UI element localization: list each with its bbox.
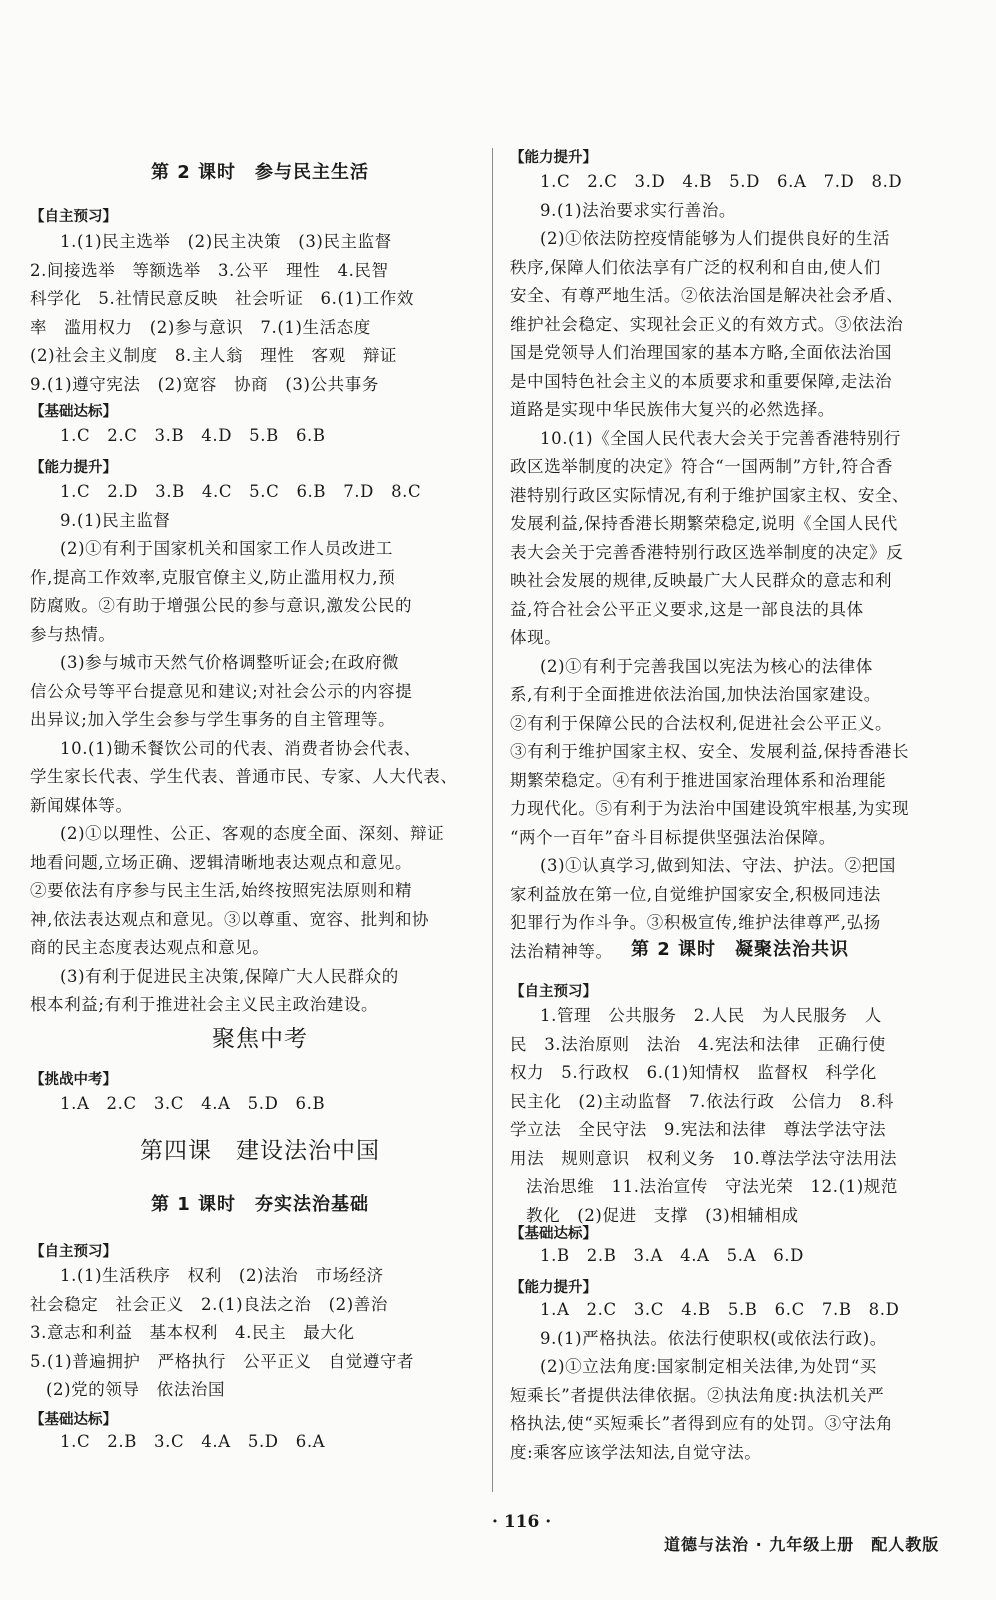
answer-line: 新闻媒体等。: [30, 795, 133, 815]
answer-line: 1.C 2.D 3.B 4.C 5.C 6.B 7.D 8.C: [60, 482, 422, 501]
answer-line: (3)参与城市天然气价格调整听证会;在政府微: [60, 653, 400, 672]
answer-line: 5.(1)普遍拥护 严格执行 公平正义 自觉遵守者: [30, 1351, 415, 1371]
answer-line: 秩序,保障人们依法享有广泛的权利和自由,使人们: [510, 257, 881, 277]
answer-line: (2)①以理性、公正、客观的态度全面、深刻、辩证: [60, 824, 445, 843]
answer-line: ②要依法有序参与民主生活,始终按照宪法原则和精: [30, 881, 413, 900]
answer-block: [30, 1090, 490, 1119]
answer-line: 社会稳定 社会正义 2.(1)良法之治 (2)善治: [30, 1294, 388, 1314]
answer-line: (2)①有利于国家机关和国家工作人员改进工: [60, 539, 393, 558]
answer-line: ②有利于保障公民的合法权利,促进社会公平正义。: [510, 713, 893, 733]
section-header: 【基础达标】: [30, 404, 117, 420]
answer-line: 1.管理 公共服务 2.人民 为人民服务 人: [540, 1006, 882, 1025]
answer-line: 学生家长代表、学生代表、普通市民、专家、人大代表、: [30, 767, 458, 786]
column-divider: [492, 148, 493, 1492]
section-header: 【基础达标】: [510, 1226, 597, 1242]
answer-line: 政区选举制度的决定》符合“一国两制”方针,符合香: [510, 457, 894, 476]
answer-line: 安全、有尊严地生活。②依法治国是解决社会矛盾、: [510, 286, 904, 305]
answer-line: (3)①认真学习,做到知法、守法、护法。②把国: [540, 856, 896, 875]
answer-line: 度:乘客应该学法知法,自觉守法。: [510, 1442, 762, 1462]
section-title: 聚焦中考: [212, 1026, 308, 1052]
answer-line: 10.(1)《全国人民代表大会关于完善香港特别行: [540, 428, 902, 448]
answer-block: [510, 1296, 970, 1467]
answer-line: (2)①依法防控疫情能够为人们提供良好的生活: [540, 229, 891, 248]
answer-line: 出异议;加入学生会参与学生事务的自主管理等。: [30, 710, 396, 729]
answer-line: 用法 规则意识 权利义务 10.尊法学法守法用法: [510, 1148, 898, 1168]
answer-line: 学立法 全民守法 9.宪法和法律 尊法学法守法: [510, 1120, 887, 1139]
answer-line: 1.(1)民主选举 (2)民主决策 (3)民主监督: [60, 232, 392, 251]
answer-line: 表大会关于完善香港特别行政区选举制度的决定》反: [510, 542, 904, 562]
answer-line: 科学化 5.社情民意反映 社会听证 6.(1)工作效: [30, 289, 414, 308]
answer-block: [30, 478, 490, 1020]
answer-line: 9.(1)遵守宪法 (2)宽容 协商 (3)公共事务: [30, 374, 379, 394]
answer-line: 1.A 2.C 3.C 4.B 5.B 6.C 7.B 8.D: [540, 1300, 900, 1319]
answer-line: 地看问题,立场正确、逻辑清晰地表达观点和意见。: [30, 852, 413, 872]
answer-block: [30, 1428, 490, 1457]
book-title: 道德与法治 · 九年级上册 配人教版: [664, 1535, 940, 1554]
answer-line: (3)有利于促进民主决策,保障广大人民群众的: [60, 966, 399, 986]
lesson-title: 第 1 课时 夯实法治基础: [150, 1194, 370, 1215]
answer-line: (2)社会主义制度 8.主人翁 理性 客观 辩证: [30, 346, 398, 365]
section-header: 【自主预习】: [30, 1244, 117, 1260]
answer-line: 益,符合社会公平正义要求,这是一部良法的具体: [510, 599, 864, 619]
answer-line: 信公众号等平台提意见和建议;对社会公示的内容提: [30, 681, 413, 701]
answer-line: 防腐败。②有助于增强公民的参与意识,激发公民的: [30, 596, 413, 615]
answer-line: 犯罪行为作斗争。③积极宣传,维护法律尊严,弘扬: [510, 913, 881, 932]
section-header: 【自主预习】: [30, 209, 117, 225]
answer-line: 1.C 2.B 3.C 4.A 5.D 6.A: [60, 1432, 326, 1451]
answer-line: 1.A 2.C 3.C 4.A 5.D 6.B: [60, 1094, 326, 1113]
answer-block: [30, 1262, 490, 1405]
answer-line: 发展利益,保持香港长期繁荣稳定,说明《全国人民代: [510, 514, 898, 533]
answer-line: 法治精神等。: [510, 941, 613, 961]
answer-line: 系,有利于全面推进依法治国,加快法治国家建设。: [510, 685, 881, 704]
answer-line: 力现代化。⑤有利于为法治中国建设筑牢根基,为实现: [510, 799, 910, 818]
section-header: 【能力提升】: [510, 150, 597, 166]
answer-line: 民主化 (2)主动监督 7.依法行政 公信力 8.科: [510, 1091, 894, 1111]
answer-line: “两个一百年”奋斗目标提供坚强法治保障。: [510, 827, 836, 847]
answer-line: 短乘长”者提供法律依据。②执法角度:执法机关严: [510, 1385, 885, 1405]
page-number: · 116 ·: [492, 1512, 552, 1532]
answer-line: 道路是实现中华民族伟大复兴的必然选择。: [510, 400, 835, 419]
answer-line: 是中国特色社会主义的本质要求和重要保障,走法治: [510, 371, 893, 391]
lesson-title: 第 2 课时 凝聚法治共识: [630, 939, 850, 960]
section-header: 【能力提升】: [510, 1280, 597, 1296]
answer-line: 神,依法表达观点和意见。③以尊重、宽容、批判和协: [30, 909, 430, 929]
answer-line: (2)党的领导 依法治国: [46, 1380, 226, 1399]
answer-line: 商的民主态度表达观点和意见。: [30, 938, 270, 957]
answer-block: [510, 1242, 970, 1271]
answer-line: 3.意志和利益 基本权利 4.民主 最大化: [30, 1323, 355, 1342]
section-header: 【自主预习】: [510, 984, 597, 1000]
answer-line: 率 滥用权力 (2)参与意识 7.(1)生活态度: [30, 317, 371, 337]
answer-line: 格执法,使“买短乘长”者得到应有的处罚。③守法角: [510, 1414, 894, 1433]
answer-line: 9.(1)民主监督: [60, 510, 171, 530]
answer-line: 10.(1)锄禾餐饮公司的代表、消费者协会代表、: [60, 738, 422, 758]
answer-line: 根本利益;有利于推进社会主义民主政治建设。: [30, 995, 379, 1014]
answer-block: [30, 422, 490, 451]
answer-line: 2.间接选举 等额选举 3.公平 理性 4.民智: [30, 260, 389, 280]
answer-line: (2)①立法角度:国家制定相关法律,为处罚“买: [540, 1357, 877, 1376]
answer-line: 1.C 2.C 3.D 4.B 5.D 6.A 7.D 8.D: [540, 172, 903, 191]
answer-line: 作,提高工作效率,克服官僚主义,防止滥用权力,预: [30, 567, 396, 587]
answer-line: 权力 5.行政权 6.(1)知情权 监督权 科学化: [510, 1063, 877, 1082]
answer-line: 维护社会稳定、实现社会正义的有效方式。③依法治: [510, 314, 904, 334]
answer-line: 教化 (2)促进 支撑 (3)相辅相成: [526, 1205, 799, 1225]
answer-line: 1.C 2.C 3.B 4.D 5.B 6.B: [60, 426, 326, 445]
answer-block: [510, 1002, 970, 1230]
answer-block: [510, 168, 970, 966]
answer-line: 9.(1)严格执法。依法行使职权(或依法行政)。: [540, 1328, 887, 1348]
section-header: 【基础达标】: [30, 1412, 117, 1428]
answer-line: 参与热情。: [30, 624, 116, 644]
answer-line: ③有利于维护国家主权、安全、发展利益,保持香港长: [510, 742, 910, 761]
answer-line: 1.B 2.B 3.A 4.A 5.A 6.D: [540, 1246, 804, 1265]
answer-line: 映社会发展的规律,反映最广大人民群众的意志和利: [510, 571, 893, 590]
answer-line: 港特别行政区实际情况,有利于维护国家主权、安全、: [510, 485, 910, 505]
answer-block: [30, 228, 490, 399]
lesson-title: 第 2 课时 参与民主生活: [150, 162, 370, 183]
answer-line: 9.(1)法治要求实行善治。: [540, 200, 737, 220]
answer-line: 国是党领导人们治理国家的基本方略,全面依法治国: [510, 343, 893, 362]
chapter-title: 第四课 建设法治中国: [140, 1138, 380, 1164]
answer-line: 法治思维 11.法治宣传 守法光荣 12.(1)规范: [526, 1177, 898, 1196]
answer-line: (2)①有利于完善我国以宪法为核心的法律体: [540, 656, 873, 676]
answer-line: 1.(1)生活秩序 权利 (2)法治 市场经济: [60, 1266, 384, 1285]
answer-line: 期繁荣稳定。④有利于推进国家治理体系和治理能: [510, 770, 887, 790]
answer-line: 民 3.法治原则 法治 4.宪法和法律 正确行使: [510, 1034, 886, 1054]
answer-line: 体现。: [510, 628, 562, 647]
answer-line: 家利益放在第一位,自觉维护国家安全,积极同违法: [510, 884, 881, 904]
section-header: 【挑战中考】: [30, 1072, 117, 1088]
section-header: 【能力提升】: [30, 460, 117, 476]
